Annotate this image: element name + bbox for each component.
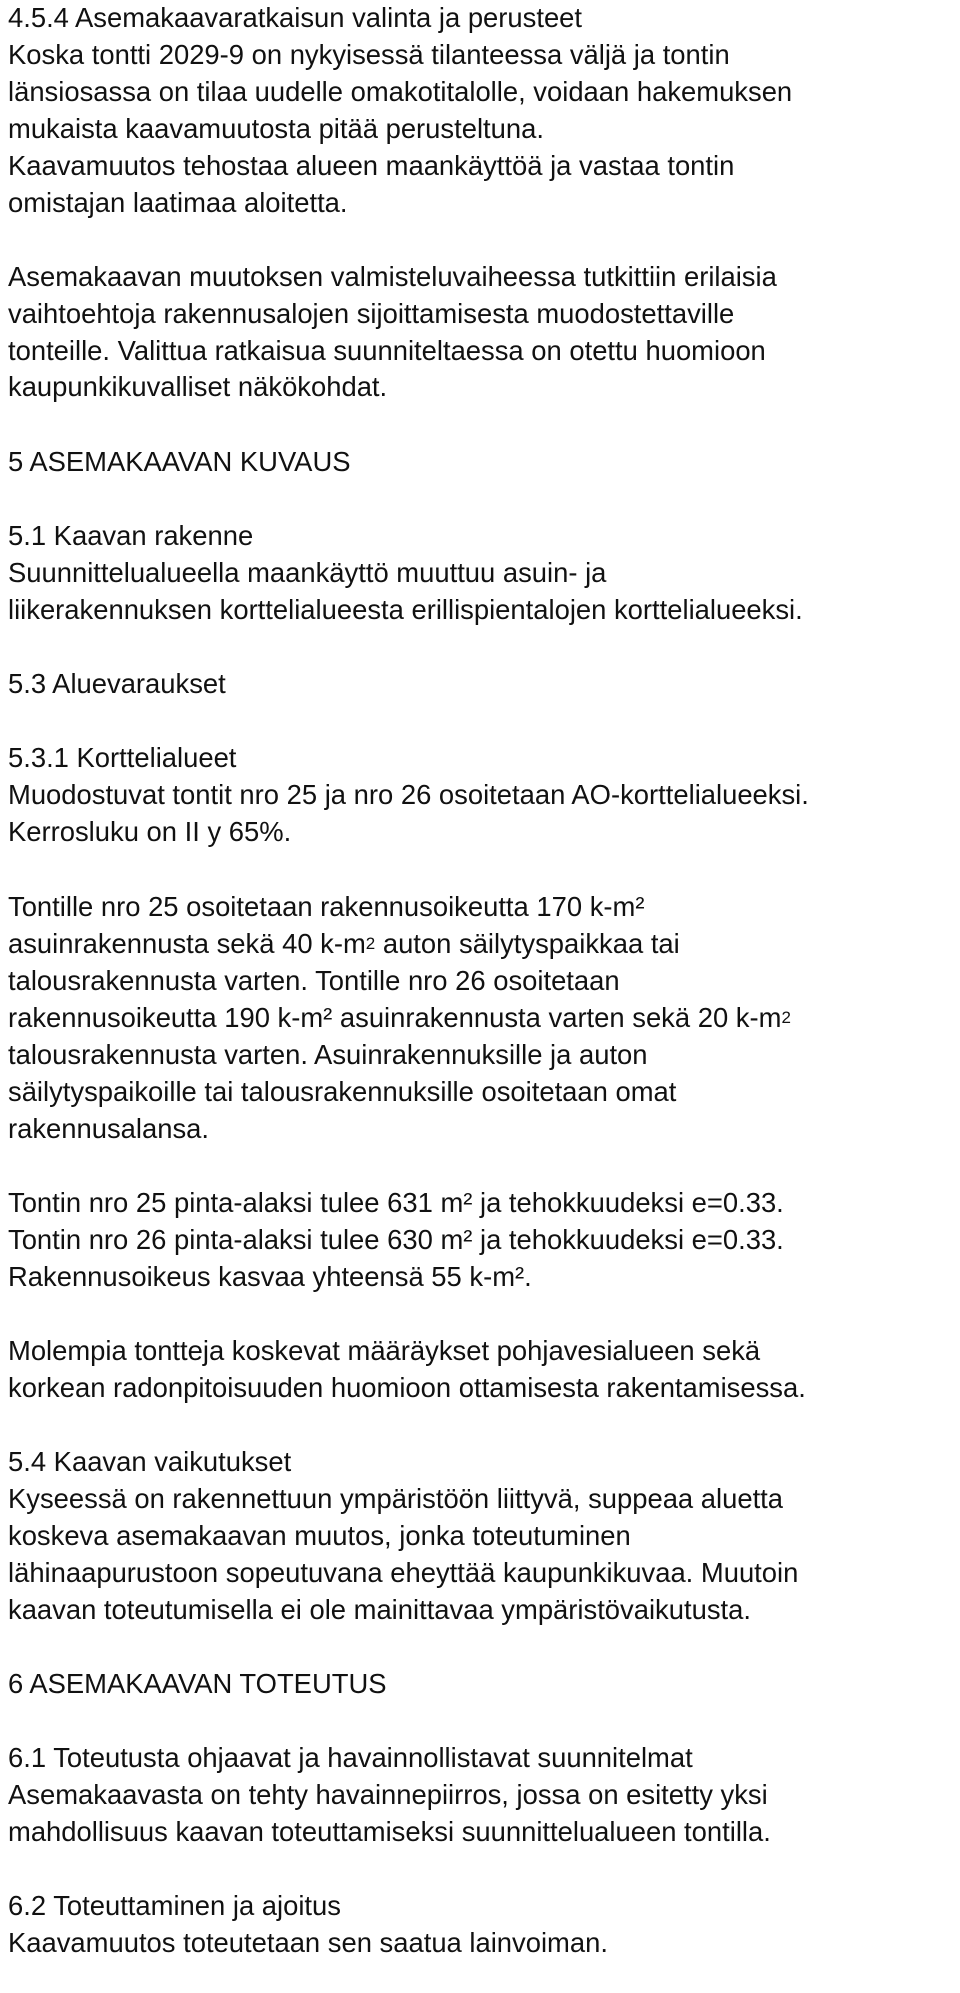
text-line: vaihtoehtoja rakennusalojen sijoittamisesta muodostettaville: [8, 297, 735, 329]
section-heading-5-3: 5.3 Aluevaraukset: [8, 667, 226, 699]
text-line: kaavan toteutumisella ei ole mainittavaa ympäristövaikutusta.: [8, 1593, 751, 1625]
superscript: 2: [365, 933, 376, 953]
spacer: [8, 851, 958, 890]
text-line: mahdollisuus kaavan toteuttamiseksi suunnittelualueen tontilla.: [8, 1815, 771, 1847]
section-heading-4-5-4: 4.5.4 Asemakaavaratkaisun valinta ja perusteet: [8, 2, 583, 33]
text-segment: rakennusoikeutta 190 k-m² asuinrakennusta varten sekä 20 k-m: [8, 1002, 782, 1034]
text-line: Asemakaavan muutoksen valmisteluvaiheessa tutkittiin erilaisia: [8, 260, 777, 292]
text-line: talousrakennusta varten. Tontille nro 26 osoitetaan: [8, 965, 620, 997]
document-page: [8, 0, 958, 1962]
section-heading-6-1: 6.1 Toteutusta ohjaavat ja havainnollistavat suunnitelmat: [8, 1742, 693, 1774]
text-line: mukaista kaavamuutosta pitää perusteltuna.: [8, 112, 544, 144]
text-segment: auton säilytyspaikkaa tai: [375, 928, 680, 960]
text-line: Kaavamuutos toteutetaan sen saatua lainvoiman.: [8, 1927, 608, 1959]
paragraph: [8, 259, 958, 407]
paragraph: [8, 1777, 958, 1851]
text-line: Suunnittelualueella maankäyttö muuttuu asuin- ja: [8, 556, 607, 588]
text-line: [8, 926, 958, 963]
spacer: [8, 703, 958, 740]
spacer: [8, 1629, 958, 1666]
section-heading-5-4: 5.4 Kaavan vaikutukset: [8, 1446, 292, 1478]
text-segment: asuinrakennusta sekä 40 k-m: [8, 928, 366, 960]
section-heading-5-1: 5.1 Kaavan rakenne: [8, 519, 254, 551]
spacer: [8, 1851, 958, 1888]
text-line: Rakennusoikeus kasvaa yhteensä 55 k-m².: [8, 1260, 532, 1292]
text-line: Tontin nro 25 pinta-alaksi tulee 631 m² ja tehokkuudeksi e=0.33.: [8, 1186, 784, 1218]
text-line: Molempia tontteja koskevat määräykset pohjavesialueen sekä: [8, 1334, 761, 1366]
text-line: omistajan laatimaa aloitetta.: [8, 186, 348, 218]
chapter-heading-5: 5 ASEMAKAAVAN KUVAUS: [8, 445, 351, 477]
text-line: lähinaapurustoon sopeutuvana eheyttää kaupunkikuvaa. Muutoin: [8, 1556, 799, 1588]
spacer: [8, 221, 958, 258]
paragraph: [8, 555, 958, 629]
spacer: [8, 481, 958, 518]
text-line: Muodostuvat tontit nro 25 ja nro 26 osoitetaan AO-korttelialueeksi.: [8, 778, 809, 810]
text-line: länsiosassa on tilaa uudelle omakotitalolle, voidaan hakemuksen: [8, 75, 793, 107]
text-line: Tontin nro 26 pinta-alaksi tulee 630 m² ja tehokkuudeksi e=0.33.: [8, 1223, 784, 1255]
spacer: [8, 406, 958, 443]
text-line: Kerrosluku on II y 65%.: [8, 815, 292, 847]
spacer: [8, 1407, 958, 1444]
paragraph: [8, 1333, 958, 1407]
section-heading-6-2: 6.2 Toteuttaminen ja ajoitus: [8, 1890, 341, 1922]
spacer: [8, 1703, 958, 1740]
paragraph: [8, 37, 958, 222]
paragraph: [8, 1185, 958, 1296]
paragraph: [8, 889, 958, 1147]
text-line: rakennusalansa.: [8, 1112, 210, 1144]
paragraph: [8, 777, 958, 851]
text-line: Asemakaavasta on tehty havainnepiirros, jossa on esitetty yksi: [8, 1779, 768, 1810]
text-line: Kaavamuutos tehostaa alueen maankäyttöä ja vastaa tontin: [8, 149, 735, 181]
spacer: [8, 629, 958, 666]
text-line: säilytyspaikoille tai talousrakennuksille osoitetaan omat: [8, 1075, 677, 1107]
spacer: [8, 1296, 958, 1333]
chapter-heading-6: 6 ASEMAKAAVAN TOTEUTUS: [8, 1667, 387, 1699]
spacer: [8, 1148, 958, 1185]
section-heading-5-3-1: 5.3.1 Korttelialueet: [8, 742, 237, 774]
text-line: [8, 1000, 958, 1037]
text-line: tonteille. Valittua ratkaisua suunniteltaessa on otettu huomioon: [8, 334, 766, 366]
text-line: kaupunkikuvalliset näkökohdat.: [8, 371, 388, 403]
text-line: Tontille nro 25 osoitetaan rakennusoikeutta 170 k-m²: [8, 891, 645, 923]
text-line: talousrakennusta varten. Asuinrakennuksille ja auton: [8, 1038, 648, 1070]
paragraph: [8, 1925, 958, 1962]
text-line: korkean radonpitoisuuden huomioon ottamisesta rakentamisessa.: [8, 1371, 806, 1403]
text-line: Kyseessä on rakennettuun ympäristöön liittyvä, suppeaa aluetta: [8, 1482, 784, 1514]
text-line: liikerakennuksen korttelialueesta erillispientalojen korttelialueeksi.: [8, 593, 803, 625]
superscript: 2: [781, 1007, 791, 1027]
text-line: Koska tontti 2029-9 on nykyisessä tilanteessa väljä ja tontin: [8, 38, 730, 70]
text-line: koskeva asemakaavan muutos, jonka toteutuminen: [8, 1519, 631, 1551]
paragraph: [8, 1481, 958, 1629]
